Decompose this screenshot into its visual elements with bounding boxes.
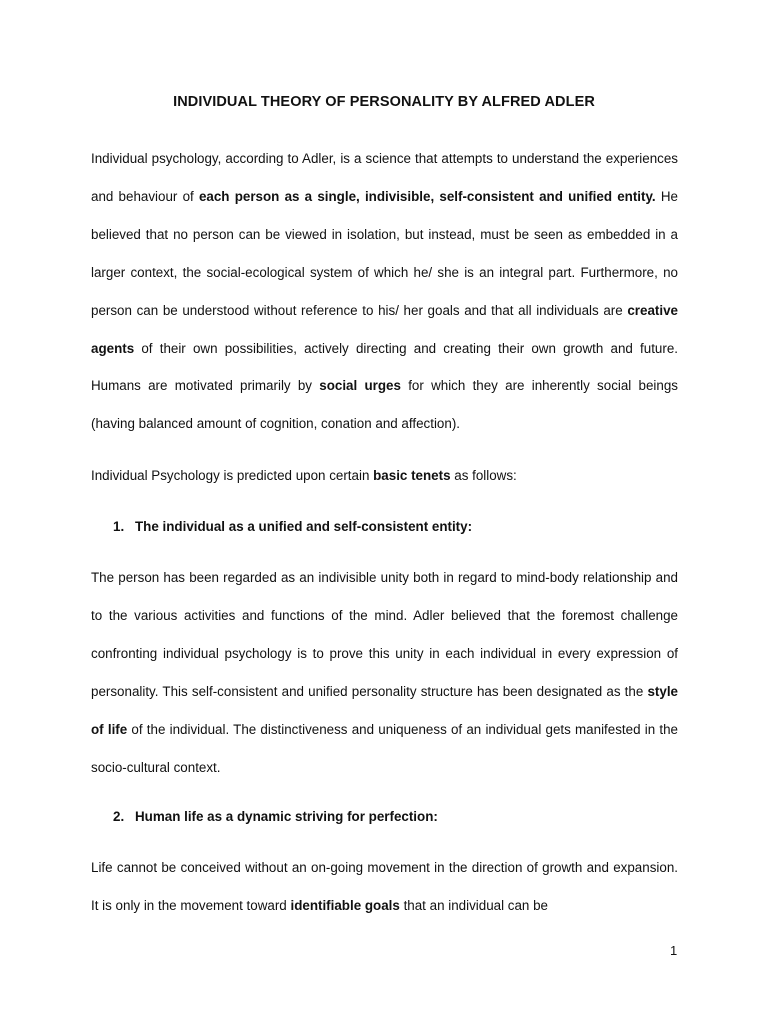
text-run: of the individual. The distinctiveness and uniqueness of an individual gets manifested in the socio-cultural context. — [91, 721, 678, 775]
heading-number: 2. — [113, 809, 125, 824]
heading-striving-perfection — [113, 809, 438, 824]
document-title: INDIVIDUAL THEORY OF PERSONALITY BY ALFRED ADLER — [173, 94, 595, 110]
heading-unified-entity — [113, 519, 472, 534]
heading-text: Human life as a dynamic striving for perfection: — [135, 809, 438, 824]
text-run: The person has been regarded as an indivisible unity both in regard to mind-body relationship and to the various activities and functions of the mind. Adler believed that the foremost challenge confronting individual psychology is to prove this unity in each individual in every expression of personality. This self-consistent and unified personality structure has been designated as the — [91, 570, 678, 699]
paragraph-individual-psychology — [91, 140, 678, 443]
paragraph-unified-personality — [91, 559, 678, 786]
paragraph-life-movement — [91, 849, 678, 925]
page-number: 1 — [670, 943, 678, 958]
text-run: for which they are inherently social beings (having balanced amount of cognition, conation and affection). — [91, 378, 678, 432]
bold-run: social urges — [319, 378, 401, 394]
text-run: Life cannot be conceived without an on-going movement in the direction of growth and expansion. It is only in the movement toward — [91, 860, 678, 913]
paragraph-basic-tenets — [91, 468, 517, 483]
heading-text: The individual as a unified and self-consistent entity: — [135, 519, 473, 534]
text-run: Individual psychology, according to Adler, is a science that attempts to understand the experiences and behaviour of — [91, 151, 678, 204]
text-run: Individual Psychology is predicted upon certain — [91, 468, 374, 483]
bold-run: style of life — [91, 683, 678, 737]
text-run: as follows: — [450, 468, 517, 483]
bold-run: each person as a single, indivisible, self-consistent and unified entity. — [198, 188, 656, 204]
text-run: He believed that no person can be viewed in isolation, but instead, must be seen as embedded in a larger context, the social-ecological system of which he/ she is an integral part. Furthermore, no person can be understood without reference to his/ her goals and that all individuals are — [91, 188, 678, 318]
bold-run: identifiable goals — [290, 897, 400, 913]
heading-number: 1. — [113, 519, 125, 534]
text-run: that an individual can be — [399, 897, 548, 913]
bold-run: basic tenets — [373, 468, 451, 483]
bold-run: creative agents — [91, 302, 678, 356]
text-run: of their own possibilities, actively directing and creating their own growth and future. Humans are motivated primarily by — [91, 340, 678, 394]
